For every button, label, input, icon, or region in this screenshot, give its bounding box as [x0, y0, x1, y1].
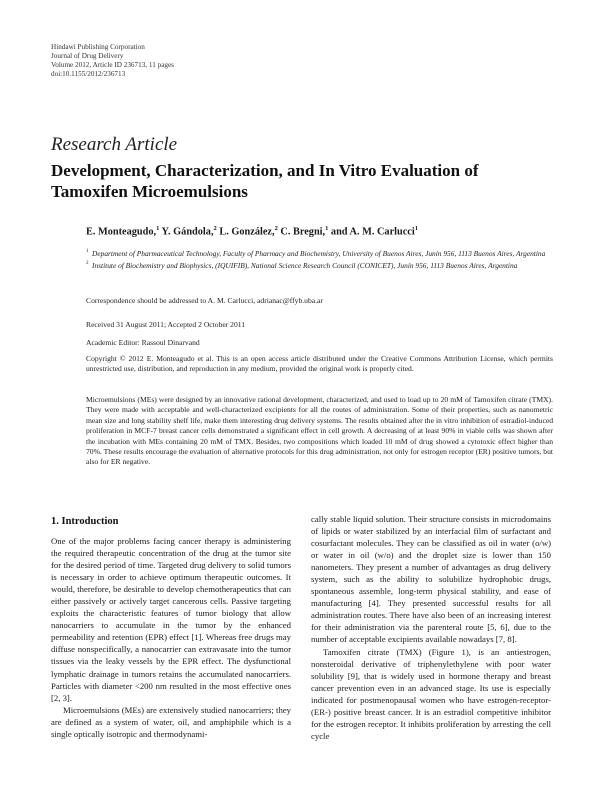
affiliation-number: 1 — [86, 249, 89, 254]
volume-line: Volume 2012, Article ID 236713, 11 pages — [51, 61, 174, 69]
author-name: L. González, — [216, 226, 275, 238]
affiliation-item — [86, 249, 566, 259]
article-type: Research Article — [51, 134, 178, 155]
journal-header — [51, 43, 351, 79]
body-paragraph: One of the major problems facing cancer therapy is administering the required therapeutic concentration of the drug at the tumor site for the desired period of time. Targeted drug delivery to solid tumors is necessary in order to achieve optimum therapeutic outcomes. It would, therefore, be desirable to develop chemotherapeutics that can either passively or actively target cancerous cells. Passive targeting exploits the characteristic features of tumor biology that allow nanocarriers to accumulate in the tumor by the enhanced permeability and retention (EPR) effect [1]. Whereas free drugs may diffuse nonspecifically, a nanocarrier can extravasate into the tumor tissues via the leaky vessels by the EPR effect. The dysfunctional lymphatic drainage in tumors retains the accumulated nanocarriers. Particles with diameter <200 nm resulted in the most effective ones [2, 3]. — [51, 536, 291, 703]
author-name: Y. Gándola, — [159, 226, 214, 238]
author-name: and A. M. Carlucci — [328, 226, 415, 238]
author-name: C. Bregni, — [277, 226, 326, 238]
author-affil-mark: 1 — [156, 225, 160, 232]
correspondence-line: Correspondence should be addressed to A. M. Carlucci, adrianac@ffyb.uba.ar — [86, 296, 323, 305]
author-list — [86, 225, 566, 237]
body-paragraph: Tamoxifen citrate (TMX) (Figure 1), is an antiestrogen, nonsteroidal derivative of triphenylethylene with poor water solubility [9], that is widely used in hormone therapy and breast cancer prevention even in an advanced stage. Its use is especially indicated for postmenopausal women who have estrogen-receptor- (ER-) positive breast cancer. It is an estradiol competitive inhibitor for the estrogen receptor. It inhibits proliferation by arresting the cell cycle — [311, 646, 551, 741]
body-paragraph: Microemulsions (MEs) are extensively studied nanocarriers; they are defined as a system of water, oil, and amphiphile which is a single optically isotropic and thermodynami- — [51, 704, 291, 739]
paper-title: Development, Characterization, and In Vitro Evaluation of Tamoxifen Microemulsions — [51, 161, 479, 201]
affiliation-text: Department of Pharmaceutical Technology, Faculty of Pharmacy and Biochemistry, University of Buenos Aires, Junín 956, 1113 Buenos Aires, Argentina — [92, 249, 546, 258]
author-affil-mark: 1 — [414, 225, 418, 232]
affiliation-text: Institute of Biochemistry and Biophysics, (IQUIFIB), National Science Research Council (CONICET), Junín 956, 1113 Buenos Aires, Argentina — [92, 261, 518, 270]
author-affil-mark: 1 — [325, 225, 329, 232]
affiliations — [86, 249, 566, 273]
body-paragraph: cally stable liquid solution. Their structure consists in microdomains of lipids or water stabilized by an interfacial film of surfactant and cosurfactant molecules. They can be classified as oil in water (o/w) or water in oil (w/o) and the droplet size is lower than 150 nanometers. They present a number of advantages as drug delivery system, such as the ability to solubilize hydrophobic drugs, spontaneous assemble, long-term physical stability, and ease of manufacturing [4]. They presented successful results for all administration routes. There have also been of an increasing interest for their administration via the parenteral route [5, 6], due to the number of acceptable excipients available nowadays [7, 8]. — [311, 514, 551, 645]
author-name: E. Monteagudo, — [86, 226, 157, 238]
author-affil-mark: 2 — [274, 225, 278, 232]
abstract: Microemulsions (MEs) were designed by an innovative rational development, characterized, and used to load up to 20 mM of Tamoxifen citrate (TMX). They were made with acceptable and well-characterized excipients for all the routes of administration. Some of their properties, such as nanometric mean size and long stability shelf life, make them interesting drug delivery systems. The results obtained after the in vitro inhibition of estradiol-induced proliferation in MCF-7 breast cancer cells demonstrated a significant effect in cell growth. A decreasing of at least 90% in viable cells was shown after the incubation with MEs containing 20 mM of TMX. Besides, two compositions which loaded 10 mM of drug showed a cytotoxic effect higher than 70%. These results encourage the evaluation of alternative protocols for this drug administration, not only for estrogen receptor (ER) positive tumors, but also for ER negative. — [86, 395, 553, 467]
received-dates: Received 31 August 2011; Accepted 2 October 2011 — [86, 320, 246, 329]
publisher-line: Hindawi Publishing Corporation — [51, 43, 145, 51]
doi-line: doi:10.1155/2012/236713 — [51, 70, 126, 78]
right-column — [311, 513, 551, 742]
section-heading: 1. Introduction — [51, 516, 119, 527]
author-affil-mark: 2 — [213, 225, 217, 232]
left-column — [51, 535, 291, 740]
academic-editor: Academic Editor: Rassoul Dinarvand — [86, 338, 200, 347]
affiliation-item — [86, 261, 566, 271]
affiliation-number: 2 — [86, 261, 89, 266]
copyright-notice: Copyright © 2012 E. Monteagudo et al. This is an open access article distributed under the Creative Commons Attribution License, which permits unrestricted use, distribution, and reproduction in any medium, provided the original work is properly cited. — [86, 354, 553, 374]
journal-line: Journal of Drug Delivery — [51, 52, 124, 60]
